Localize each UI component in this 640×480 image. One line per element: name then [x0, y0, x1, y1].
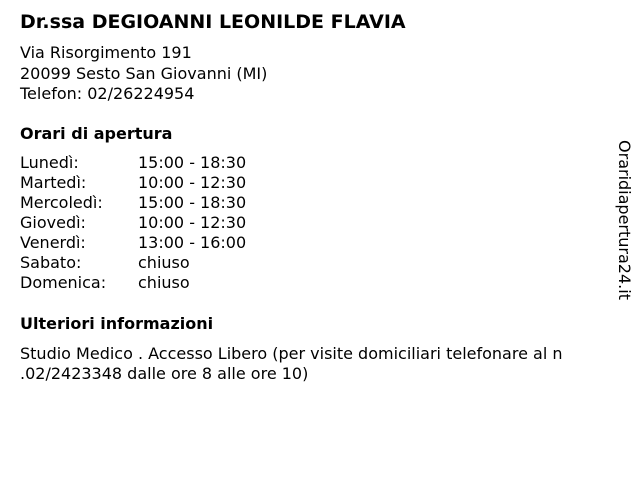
- additional-info-line: Studio Medico . Accesso Libero (per visite domiciliari telefonare al n: [20, 344, 563, 363]
- additional-info-text: [20, 344, 620, 384]
- additional-info-line: .02/2423348 dalle ore 8 alle ore 10): [20, 364, 309, 383]
- page-title: Dr.ssa DEGIOANNI LEONILDE FLAVIA: [20, 11, 406, 33]
- hours-time: 15:00 - 18:30: [138, 153, 247, 172]
- hours-row: [20, 173, 246, 193]
- hours-row: [20, 213, 246, 233]
- hours-day: Sabato:: [20, 253, 82, 272]
- hours-day: Giovedì:: [20, 213, 86, 232]
- site-watermark: Oraridiapertura24.it: [615, 140, 634, 300]
- additional-info-heading: Ulteriori informazioni: [20, 314, 214, 333]
- hours-day: Lunedì:: [20, 153, 79, 172]
- opening-hours-heading: Orari di apertura: [20, 124, 173, 143]
- hours-day: Mercoledì:: [20, 193, 103, 212]
- hours-row: [20, 153, 246, 173]
- hours-time: 10:00 - 12:30: [138, 213, 247, 232]
- hours-row: [20, 273, 246, 293]
- hours-day: Venerdì:: [20, 233, 86, 252]
- hours-row: [20, 193, 246, 213]
- hours-day: Domenica:: [20, 273, 107, 292]
- hours-time: 10:00 - 12:30: [138, 173, 247, 192]
- address-city: 20099 Sesto San Giovanni (MI): [20, 63, 268, 83]
- hours-time: 15:00 - 18:30: [138, 193, 247, 212]
- address-block: [20, 43, 267, 105]
- address-street: Via Risorgimento 191: [20, 43, 192, 62]
- address-phone: Telefon: 02/26224954: [20, 84, 195, 103]
- hours-day: Martedì:: [20, 173, 87, 192]
- hours-time: chiuso: [138, 273, 190, 292]
- opening-hours-table: [20, 153, 246, 293]
- hours-time: chiuso: [138, 253, 190, 272]
- hours-row: [20, 233, 246, 253]
- hours-row: [20, 253, 246, 273]
- hours-time: 13:00 - 16:00: [138, 233, 247, 252]
